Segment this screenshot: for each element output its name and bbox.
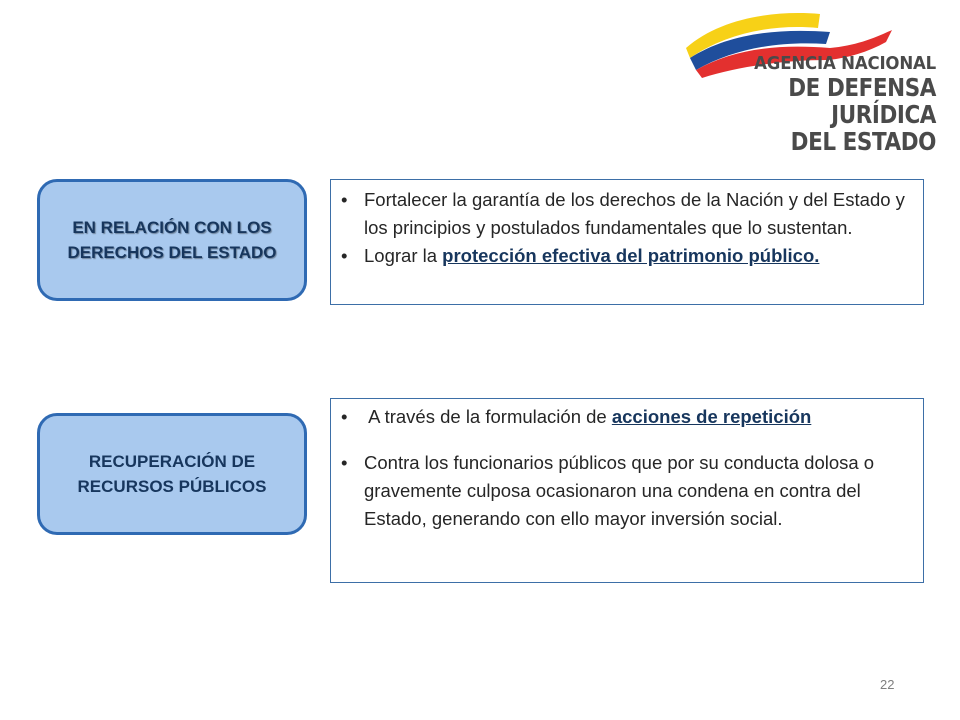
pill-2-line-1: RECUPERACIÓN DE	[88, 452, 256, 471]
bullet-text: Contra los funcionarios públicos que por su conducta dolosa o gravemente culposa ocasionaron una condena en contra del Estado, generando con ello mayor inversión social.	[364, 452, 875, 529]
pill-2-line-2: RECURSOS PÚBLICOS	[77, 477, 267, 496]
patrimonio-publico-link[interactable]: protección efectiva del patrimonio público.	[442, 245, 820, 266]
rights-of-state-box	[330, 179, 924, 305]
public-resources-pill	[37, 413, 307, 535]
public-resources-box	[330, 398, 924, 583]
bullet-text: Lograr la	[364, 245, 443, 266]
pill-1-line-2: DERECHOS DEL ESTADO	[67, 243, 277, 262]
page-number: 22	[880, 677, 895, 692]
pill-1-line-1: EN RELACIÓN CON LOS	[72, 218, 272, 237]
list-item	[341, 186, 909, 242]
list-item	[341, 242, 909, 270]
logo-line-2: DE DEFENSA JURÍDICA	[788, 73, 936, 129]
bullet-text: A través de la formulación de	[364, 406, 612, 427]
acciones-repeticion-link[interactable]: acciones de repetición	[611, 406, 812, 427]
rights-of-state-pill	[37, 179, 307, 301]
logo-line-3: DEL ESTADO	[790, 127, 936, 156]
logo-line-1: AGENCIA NACIONAL	[754, 53, 936, 74]
bullet-text: Fortalecer la garantía de los derechos de la Nación y del Estado y los principios y postulados fundamentales que lo sustentan.	[364, 189, 905, 238]
list-item	[341, 403, 909, 431]
list-item	[341, 449, 909, 533]
agency-logo	[680, 8, 942, 156]
